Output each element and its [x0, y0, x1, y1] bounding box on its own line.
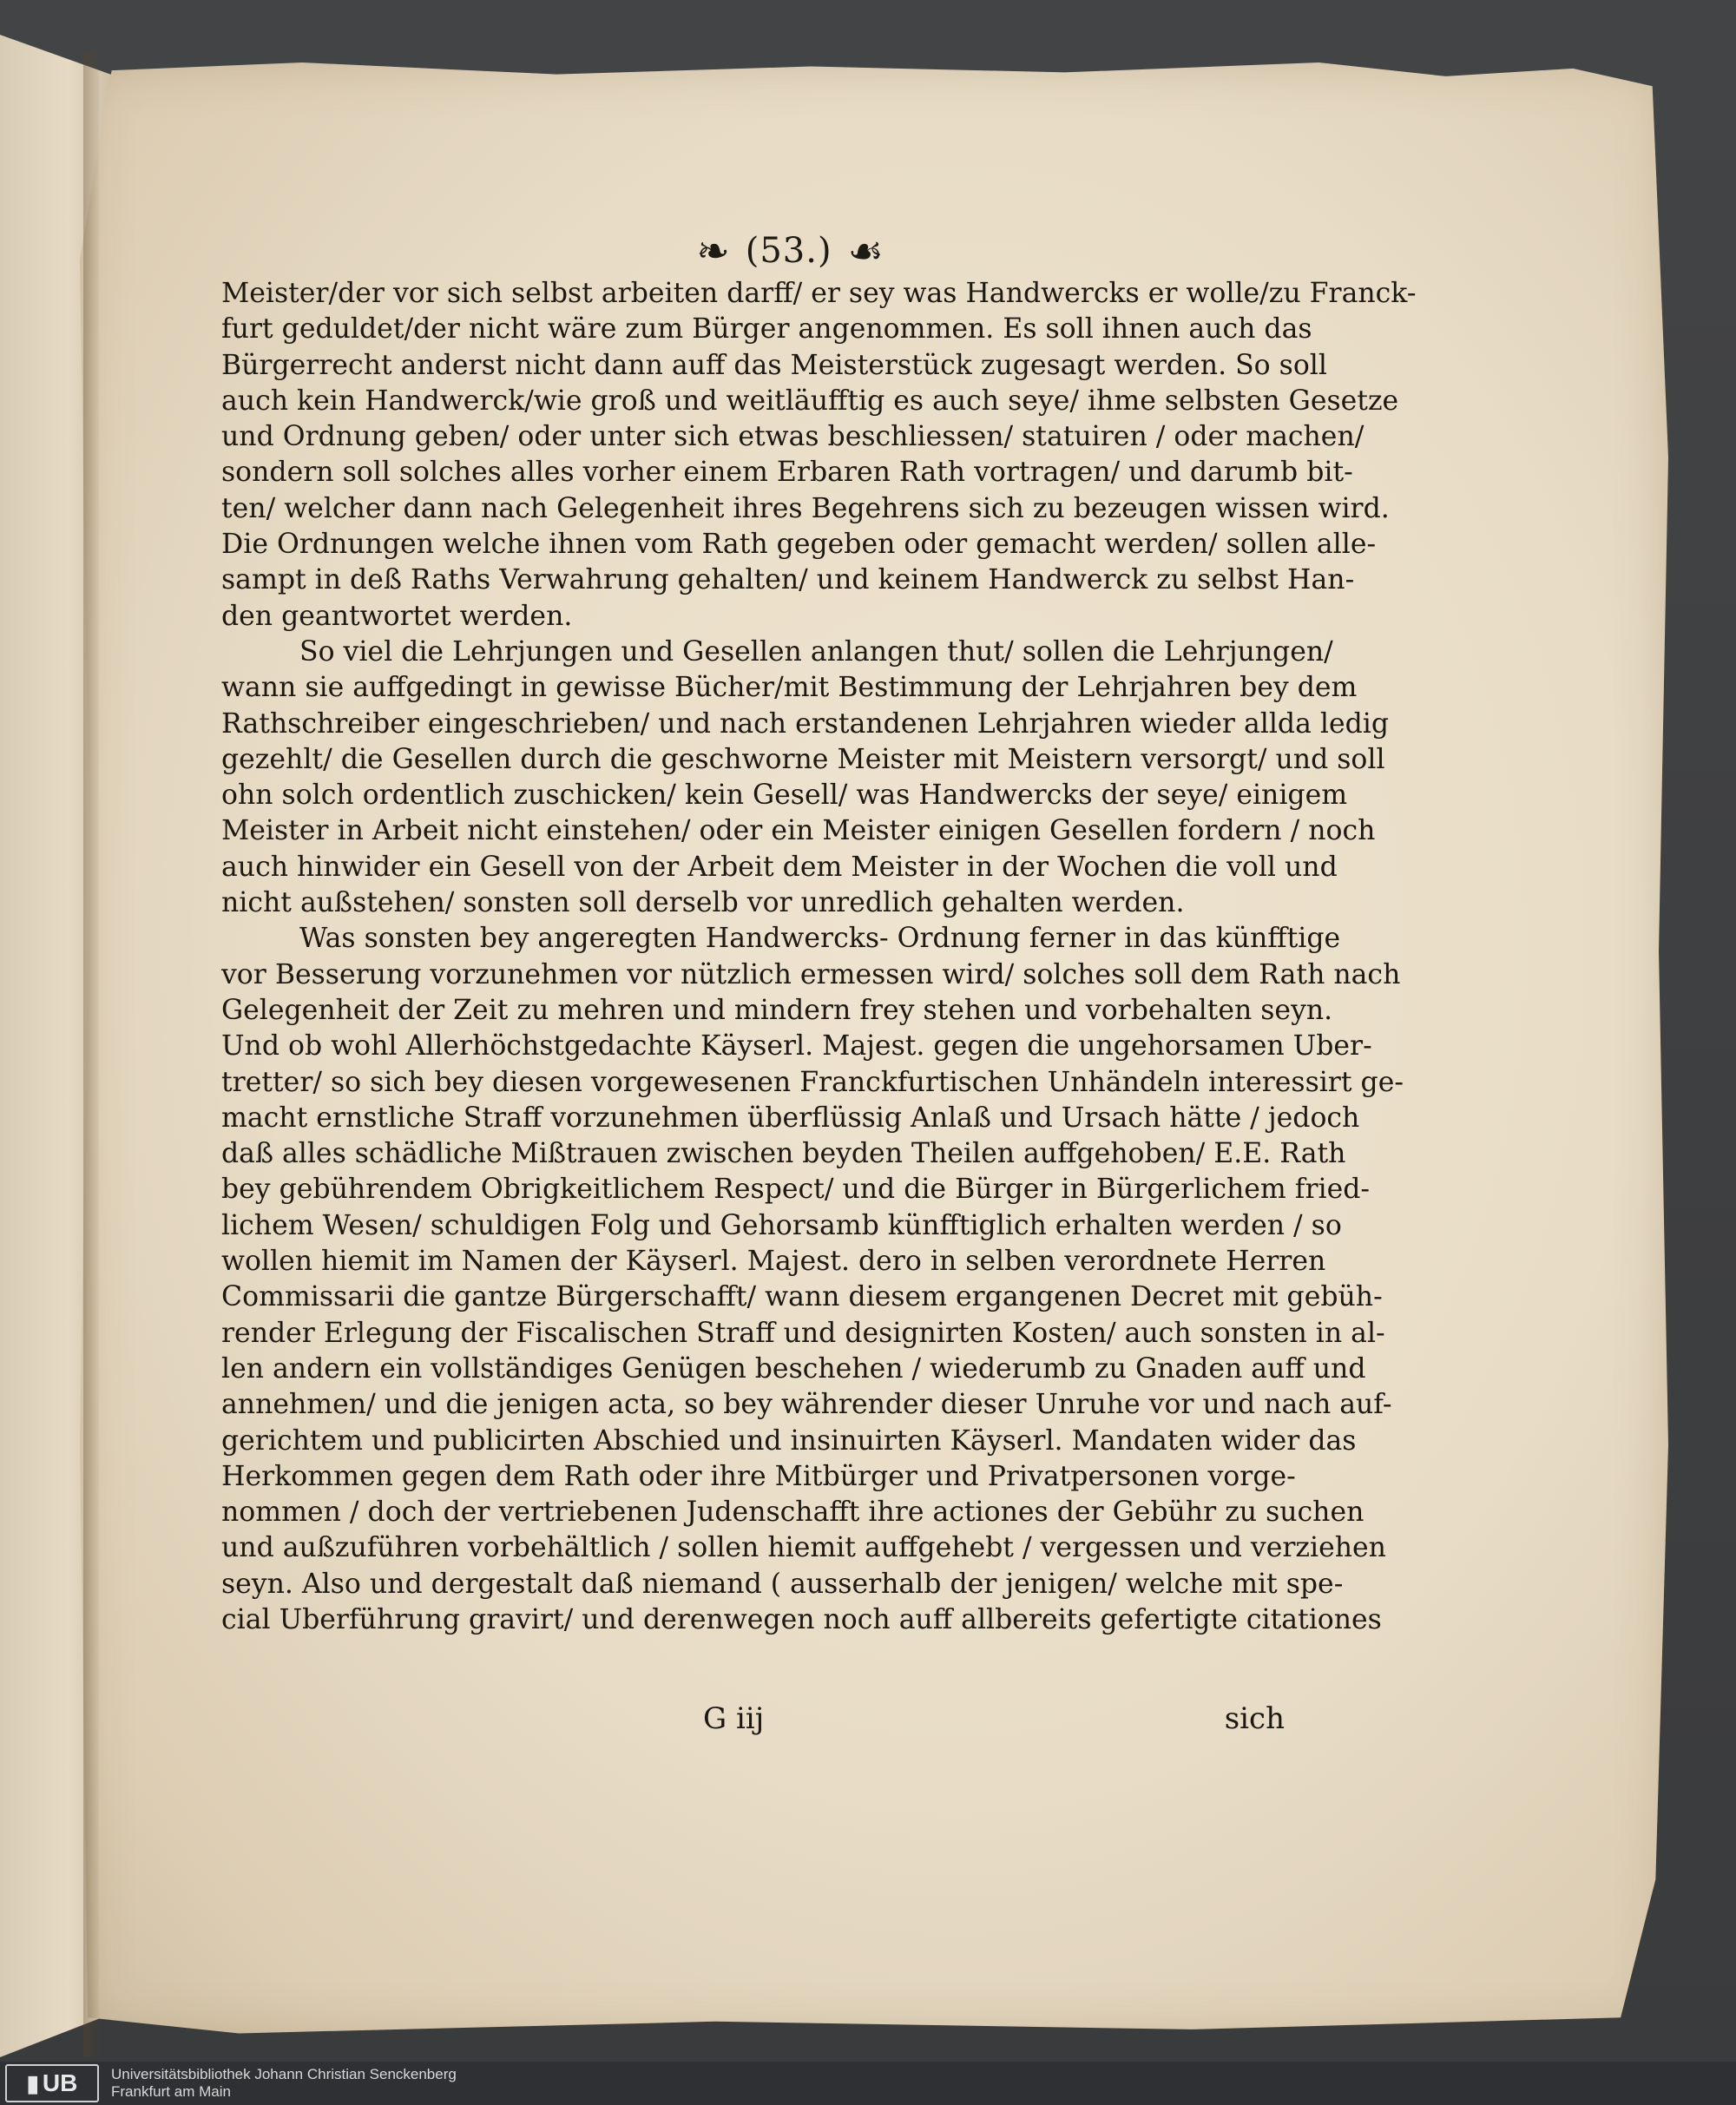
text-line: Bürgerrecht anderst nicht dann auff das Meisterstück zugesagt werden. So soll [221, 349, 1327, 381]
text-line: nommen / doch der vertriebenen Judenschafft ihre actiones der Gebühr zu suchen [221, 1497, 1364, 1529]
text-line: vor Besserung vorzunehmen vor nützlich ermessen wird/ solches soll dem Rath nach [221, 958, 1401, 990]
text-line: Commissarii die gantze Bürgerschafft/ wann diesem ergangenen Decret mit gebüh- [221, 1281, 1383, 1313]
left-ornament-icon: ❧ [696, 227, 730, 274]
text-line: Meister/der vor sich selbst arbeiten darff/ er sey was Handwercks er wolle/zu Franck- [221, 278, 1417, 309]
text-line: daß alles schädliche Mißtrauen zwischen beyden Theilen auffgehoben/ E.E. Rath [221, 1138, 1346, 1170]
text-line: annehmen/ und die jenigen acta, so bey währender dieser Unruhe vor und nach auf- [221, 1389, 1392, 1421]
library-name-line1: Universitätsbibliothek Johann Christian Senckenberg [111, 2066, 457, 2082]
library-logo-text: UB [42, 2069, 78, 2096]
text-line: Herkommen gegen dem Rath oder ihre Mitbürger und Privatpersonen vorge- [221, 1460, 1296, 1492]
library-logo[interactable] [5, 2064, 99, 2102]
text-line: tretter/ so sich bey diesen vorgewesenen Franckfurtischen Unhändeln interessirt ge- [221, 1066, 1404, 1098]
catchword: sich [1224, 1701, 1285, 1736]
library-bar [0, 2062, 1736, 2105]
text-line: furt geduldet/der nicht wäre zum Bürger angenommen. Es soll ihnen auch das [221, 313, 1312, 345]
text-line: auch kein Handwerck/wie groß und weitläufftig es auch seye/ ihme selbsten Gesetze [221, 385, 1399, 417]
text-line: den geantwortet werden. [221, 600, 573, 632]
library-name-line2: Frankfurt am Main [111, 2083, 231, 2100]
text-line: bey gebührendem Obrigkeitlichem Respect/ und die Bürger in Bürgerlichem fried- [221, 1174, 1371, 1206]
text-line: Was sonsten bey angeregten Handwercks- Ordnung ferner in das künfftige [299, 923, 1341, 955]
text-line: wollen hiemit im Namen der Käyserl. Majest. dero in selben verordnete Herren [221, 1246, 1326, 1278]
text-line: sampt in deß Raths Verwahrung gehalten/ und keinem Handwerck zu selbst Han- [221, 564, 1355, 596]
text-line: und Ordnung geben/ oder unter sich etwas beschliessen/ statuiren / oder machen/ [221, 421, 1364, 453]
text-line: render Erlegung der Fiscalischen Straff und designirten Kosten/ auch sonsten in al- [221, 1317, 1385, 1349]
text-line: wann sie auffgedingt in gewisse Bücher/mit Bestimmung der Lehrjahren bey dem [221, 672, 1358, 704]
text-line: Meister in Arbeit nicht einstehen/ oder ein Meister einigen Gesellen fordern / noch [221, 815, 1376, 847]
text-line: gerichtem und publicirten Abschied und insinuirten Käyserl. Mandaten wider das [221, 1424, 1357, 1457]
text-line: ten/ welcher dann nach Gelegenheit ihres Begehrens sich zu bezeugen wissen wird. [221, 492, 1390, 524]
text-line: Rathschreiber eingeschrieben/ und nach erstandenen Lehrjahren wieder allda ledig [221, 707, 1389, 740]
signature-mark: G iij [703, 1701, 765, 1736]
text-line: ohn solch ordentlich zuschicken/ kein Gesell/ was Handwercks der seye/ einigem [221, 780, 1348, 812]
text-line: seyn. Also und dergestalt daß niemand ( ausserhalb der jenigen/ welche mit spe- [221, 1568, 1344, 1600]
page-gutter [83, 52, 99, 2057]
page-number: (53.) [745, 231, 832, 271]
text-line: So viel die Lehrjungen und Gesellen anlangen thut/ sollen die Lehrjungen/ [299, 635, 1333, 668]
text-line: cial Uberführung gravirt/ und derenwegen noch auff allbereits gefertigte citationes [221, 1603, 1382, 1635]
text-line: Gelegenheit der Zeit zu mehren und mindern frey stehen und vorbehalten seyn. [221, 994, 1333, 1026]
text-line: Und ob wohl Allerhöchstgedachte Käyserl. Majest. gegen die ungehorsamen Uber- [221, 1030, 1372, 1062]
text-line: und außzuführen vorbehältlich / sollen hiemit auffgehebt / vergessen und verziehen [221, 1532, 1386, 1564]
page-footer [221, 1701, 1285, 1745]
text-line: auch hinwider ein Gesell von der Arbeit dem Meister in der Wochen die voll und [221, 851, 1338, 883]
text-line: macht ernstliche Straff vorzunehmen überflüssig Anlaß und Ursach hätte / jedoch [221, 1102, 1360, 1134]
library-name [111, 2066, 457, 2101]
page-header [660, 224, 920, 278]
body-text [221, 276, 1417, 1638]
book-icon: ▮ [26, 2069, 39, 2096]
text-line: len andern ein vollständiges Genügen beschehen / wiederumb zu Gnaden auff und [221, 1352, 1366, 1385]
text-line: gezehlt/ die Gesellen durch die geschworne Meister mit Meistern versorgt/ und soll [221, 743, 1385, 775]
text-line: nicht außstehen/ sonsten soll derselb vor unredlich gehalten werden. [221, 887, 1185, 919]
right-ornament-icon: ☙ [847, 227, 884, 274]
text-line: Die Ordnungen welche ihnen vom Rath gegeben oder gemacht werden/ sollen alle- [221, 529, 1377, 561]
text-line: lichem Wesen/ schuldigen Folg und Gehorsamb künfftiglich erhalten werden / so [221, 1209, 1342, 1241]
text-line: sondern soll solches alles vorher einem Erbaren Rath vortragen/ und darumb bit- [221, 457, 1353, 489]
